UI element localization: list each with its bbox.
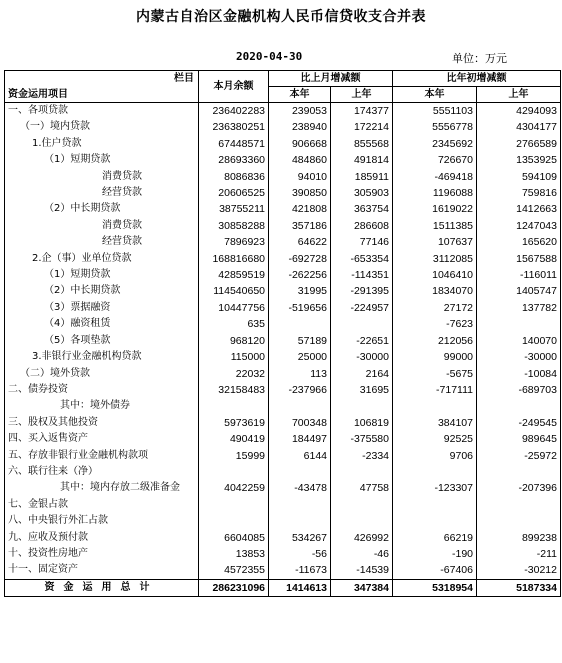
cell-mom-this-year: 484860 xyxy=(269,152,331,168)
cell-ytd-this-year: 726670 xyxy=(393,152,477,168)
cell-ytd-last-year xyxy=(477,497,561,513)
report-date: 2020-04-30 xyxy=(236,50,303,63)
cell-balance: 5973619 xyxy=(199,415,269,431)
cell-mom-this-year: 25000 xyxy=(269,349,331,365)
cell-balance: 968120 xyxy=(199,333,269,349)
row-label: 其中：境内存放二级准备金 xyxy=(5,480,199,496)
row-label: （1）短期贷款 xyxy=(5,152,199,168)
corner-header-column: 栏目 xyxy=(174,73,194,84)
cell-ytd-this-year: 66219 xyxy=(393,530,477,546)
cell-ytd-last-year: 165620 xyxy=(477,234,561,250)
cell-mom-this-year: 390850 xyxy=(269,185,331,201)
cell-mom-last-year: 31695 xyxy=(331,382,393,398)
row-label: 九、应收及预付款 xyxy=(5,530,199,546)
row-label: 二、债券投资 xyxy=(5,382,199,398)
cell-ytd-this-year: 3112085 xyxy=(393,251,477,267)
cell-ytd-last-year xyxy=(477,464,561,480)
table-row xyxy=(5,185,561,201)
corner-header-row: 资金运用项目 xyxy=(8,89,68,100)
mom-last-year-header: 上年 xyxy=(331,87,393,103)
total-label: 资金运用总计 xyxy=(5,579,199,596)
table-row xyxy=(5,136,561,152)
total-row xyxy=(5,579,561,596)
row-label: （2）中长期贷款 xyxy=(5,201,199,217)
table-row xyxy=(5,103,561,120)
cell-mom-last-year: 426992 xyxy=(331,530,393,546)
unit-label: 单位：万元 xyxy=(452,52,507,65)
cell-ytd-this-year: 212056 xyxy=(393,333,477,349)
table-row xyxy=(5,201,561,217)
table-row xyxy=(5,283,561,299)
row-label: （二）境外贷款 xyxy=(5,366,199,382)
cell-ytd-this-year: 384107 xyxy=(393,415,477,431)
cell-mom-this-year: 184497 xyxy=(269,431,331,447)
cell-mom-last-year xyxy=(331,398,393,414)
cell-balance: 490419 xyxy=(199,431,269,447)
cell-mom-last-year: -46 xyxy=(331,546,393,562)
cell-balance: 115000 xyxy=(199,349,269,365)
cell-mom-last-year: -114351 xyxy=(331,267,393,283)
row-label: 五、存放非银行业金融机构款项 xyxy=(5,448,199,464)
cell-balance: 28693360 xyxy=(199,152,269,168)
row-label: 三、股权及其他投资 xyxy=(5,415,199,431)
table-row xyxy=(5,218,561,234)
ytd-group-header: 比年初增减额 xyxy=(393,71,561,87)
cell-balance: 4572355 xyxy=(199,562,269,579)
row-label: 其中：境外债券 xyxy=(5,398,199,414)
table-row xyxy=(5,513,561,529)
cell-ytd-this-year: -717111 xyxy=(393,382,477,398)
cell-ytd-last-year: -689703 xyxy=(477,382,561,398)
cell-mom-this-year xyxy=(269,497,331,513)
cell-ytd-this-year: 1834070 xyxy=(393,283,477,299)
cell-mom-this-year: -262256 xyxy=(269,267,331,283)
cell-mom-last-year: 286608 xyxy=(331,218,393,234)
cell-mom-last-year xyxy=(331,513,393,529)
cell-ytd-last-year: -116011 xyxy=(477,267,561,283)
cell-mom-last-year: 77146 xyxy=(331,234,393,250)
cell-mom-this-year: -56 xyxy=(269,546,331,562)
row-label: 四、买入返售资产 xyxy=(5,431,199,447)
cell-balance: 114540650 xyxy=(199,283,269,299)
table-row xyxy=(5,382,561,398)
cell-ytd-last-year xyxy=(477,316,561,332)
row-label: 消费贷款 xyxy=(5,218,199,234)
cell-ytd-last-year: 989645 xyxy=(477,431,561,447)
cell-mom-last-year: 185911 xyxy=(331,169,393,185)
cell-balance: 168816680 xyxy=(199,251,269,267)
table-row xyxy=(5,300,561,316)
cell-mom-last-year: 47758 xyxy=(331,480,393,496)
cell-ytd-this-year: 1619022 xyxy=(393,201,477,217)
cell-ytd-last-year: 759816 xyxy=(477,185,561,201)
table-row xyxy=(5,366,561,382)
cell-mom-this-year: 64622 xyxy=(269,234,331,250)
cell-balance: 236380251 xyxy=(199,119,269,135)
total-ytd-last-year: 5187334 xyxy=(477,579,561,596)
total-ytd-this-year: 5318954 xyxy=(393,579,477,596)
cell-mom-last-year: 855568 xyxy=(331,136,393,152)
cell-ytd-this-year: 9706 xyxy=(393,448,477,464)
cell-ytd-last-year: -10084 xyxy=(477,366,561,382)
cell-mom-this-year: 113 xyxy=(269,366,331,382)
cell-balance: 42859519 xyxy=(199,267,269,283)
cell-mom-this-year xyxy=(269,316,331,332)
ytd-this-year-header: 本年 xyxy=(393,87,477,103)
cell-ytd-this-year: -67406 xyxy=(393,562,477,579)
report-title: 内蒙古自治区金融机构人民币信贷收支合并表 xyxy=(136,9,426,25)
cell-balance xyxy=(199,513,269,529)
cell-balance: 38755211 xyxy=(199,201,269,217)
cell-ytd-this-year: 27172 xyxy=(393,300,477,316)
cell-ytd-last-year: 137782 xyxy=(477,300,561,316)
cell-mom-this-year: -519656 xyxy=(269,300,331,316)
cell-mom-this-year: 239053 xyxy=(269,103,331,120)
cell-ytd-last-year: -25972 xyxy=(477,448,561,464)
cell-ytd-last-year: 899238 xyxy=(477,530,561,546)
cell-ytd-this-year: 1196088 xyxy=(393,185,477,201)
cell-ytd-this-year: 5556778 xyxy=(393,119,477,135)
cell-balance: 10447756 xyxy=(199,300,269,316)
cell-ytd-this-year xyxy=(393,464,477,480)
table-row xyxy=(5,415,561,431)
cell-balance: 4042259 xyxy=(199,480,269,496)
cell-balance: 30858288 xyxy=(199,218,269,234)
cell-mom-this-year: 31995 xyxy=(269,283,331,299)
table-row xyxy=(5,546,561,562)
cell-ytd-this-year: 107637 xyxy=(393,234,477,250)
cell-ytd-last-year: -30000 xyxy=(477,349,561,365)
row-label: 经营贷款 xyxy=(5,185,199,201)
cell-ytd-last-year: 1353925 xyxy=(477,152,561,168)
cell-mom-last-year: -653354 xyxy=(331,251,393,267)
cell-mom-last-year: 174377 xyxy=(331,103,393,120)
cell-mom-last-year: 305903 xyxy=(331,185,393,201)
cell-ytd-this-year xyxy=(393,513,477,529)
table-row xyxy=(5,431,561,447)
row-label: （1）短期贷款 xyxy=(5,267,199,283)
table-row xyxy=(5,398,561,414)
cell-ytd-this-year: 1511385 xyxy=(393,218,477,234)
table-row xyxy=(5,448,561,464)
cell-mom-this-year: 421808 xyxy=(269,201,331,217)
cell-mom-last-year: 172214 xyxy=(331,119,393,135)
cell-ytd-last-year xyxy=(477,398,561,414)
cell-mom-last-year xyxy=(331,316,393,332)
cell-mom-this-year xyxy=(269,513,331,529)
cell-balance xyxy=(199,497,269,513)
cell-mom-last-year: -22651 xyxy=(331,333,393,349)
cell-ytd-last-year: 4304177 xyxy=(477,119,561,135)
cell-ytd-this-year: 99000 xyxy=(393,349,477,365)
cell-ytd-last-year: -30212 xyxy=(477,562,561,579)
total-balance: 286231096 xyxy=(199,579,269,596)
cell-balance xyxy=(199,464,269,480)
cell-balance xyxy=(199,398,269,414)
cell-balance: 20606525 xyxy=(199,185,269,201)
table-row xyxy=(5,169,561,185)
cell-mom-this-year: 94010 xyxy=(269,169,331,185)
cell-ytd-this-year: -123307 xyxy=(393,480,477,496)
cell-ytd-this-year: 5551103 xyxy=(393,103,477,120)
cell-ytd-last-year: 140070 xyxy=(477,333,561,349)
cell-mom-last-year: 106819 xyxy=(331,415,393,431)
table-row xyxy=(5,464,561,480)
mom-group-header: 比上月增减额 xyxy=(269,71,393,87)
cell-balance: 22032 xyxy=(199,366,269,382)
cell-ytd-this-year: 1046410 xyxy=(393,267,477,283)
table-row xyxy=(5,349,561,365)
row-label: 2.企（事）业单位贷款 xyxy=(5,251,199,267)
table-row xyxy=(5,267,561,283)
cell-mom-this-year: 6144 xyxy=(269,448,331,464)
row-label: （一）境内贷款 xyxy=(5,119,199,135)
cell-balance: 6604085 xyxy=(199,530,269,546)
cell-mom-last-year: 491814 xyxy=(331,152,393,168)
cell-mom-last-year: 2164 xyxy=(331,366,393,382)
cell-ytd-this-year: -5675 xyxy=(393,366,477,382)
cell-mom-this-year: 57189 xyxy=(269,333,331,349)
row-label: 七、金银占款 xyxy=(5,497,199,513)
corner-header-cell xyxy=(5,71,199,103)
row-label: 八、中央银行外汇占款 xyxy=(5,513,199,529)
cell-balance: 32158483 xyxy=(199,382,269,398)
table-row xyxy=(5,497,561,513)
row-label: 3.非银行业金融机构贷款 xyxy=(5,349,199,365)
cell-balance: 7896923 xyxy=(199,234,269,250)
cell-ytd-this-year: -469418 xyxy=(393,169,477,185)
table-row xyxy=(5,251,561,267)
cell-ytd-last-year: 1247043 xyxy=(477,218,561,234)
cell-balance: 236402283 xyxy=(199,103,269,120)
cell-mom-last-year: -2334 xyxy=(331,448,393,464)
total-mom-this-year: 1414613 xyxy=(269,579,331,596)
row-label: （2）中长期贷款 xyxy=(5,283,199,299)
row-label: 经营贷款 xyxy=(5,234,199,250)
cell-mom-last-year: -14539 xyxy=(331,562,393,579)
row-label: （3）票据融资 xyxy=(5,300,199,316)
cell-mom-this-year: -11673 xyxy=(269,562,331,579)
table-row xyxy=(5,234,561,250)
cell-ytd-last-year: 4294093 xyxy=(477,103,561,120)
table-row xyxy=(5,119,561,135)
mom-this-year-header: 本年 xyxy=(269,87,331,103)
ytd-last-year-header: 上年 xyxy=(477,87,561,103)
table-row xyxy=(5,316,561,332)
cell-mom-last-year: 363754 xyxy=(331,201,393,217)
cell-ytd-this-year: -7623 xyxy=(393,316,477,332)
cell-mom-this-year: -692728 xyxy=(269,251,331,267)
cell-mom-this-year xyxy=(269,464,331,480)
row-label: 十一、固定资产 xyxy=(5,562,199,579)
cell-ytd-last-year: 1405747 xyxy=(477,283,561,299)
table-row xyxy=(5,530,561,546)
row-label: 六、联行往来（净） xyxy=(5,464,199,480)
row-label: 十、投资性房地产 xyxy=(5,546,199,562)
cell-mom-last-year xyxy=(331,464,393,480)
cell-mom-last-year xyxy=(331,497,393,513)
balance-header: 本月余额 xyxy=(199,71,269,103)
cell-ytd-this-year: 2345692 xyxy=(393,136,477,152)
table-row xyxy=(5,152,561,168)
cell-ytd-last-year xyxy=(477,513,561,529)
cell-ytd-last-year: -207396 xyxy=(477,480,561,496)
cell-balance: 8086836 xyxy=(199,169,269,185)
row-label: （4）融资租赁 xyxy=(5,316,199,332)
cell-mom-this-year xyxy=(269,398,331,414)
cell-ytd-last-year: 1567588 xyxy=(477,251,561,267)
table-row xyxy=(5,562,561,579)
cell-mom-this-year: 906668 xyxy=(269,136,331,152)
cell-mom-this-year: 357186 xyxy=(269,218,331,234)
cell-balance: 13853 xyxy=(199,546,269,562)
cell-ytd-last-year: 594109 xyxy=(477,169,561,185)
cell-ytd-last-year: 2766589 xyxy=(477,136,561,152)
cell-mom-this-year: -237966 xyxy=(269,382,331,398)
cell-mom-last-year: -291395 xyxy=(331,283,393,299)
cell-balance: 67448571 xyxy=(199,136,269,152)
cell-mom-last-year: -30000 xyxy=(331,349,393,365)
cell-ytd-this-year xyxy=(393,398,477,414)
cell-mom-this-year: 534267 xyxy=(269,530,331,546)
table-row xyxy=(5,333,561,349)
table-row xyxy=(5,480,561,496)
cell-balance: 15999 xyxy=(199,448,269,464)
cell-mom-last-year: -375580 xyxy=(331,431,393,447)
cell-ytd-this-year: -190 xyxy=(393,546,477,562)
cell-balance: 635 xyxy=(199,316,269,332)
row-label: 消费贷款 xyxy=(5,169,199,185)
total-mom-last-year: 347384 xyxy=(331,579,393,596)
cell-ytd-last-year: -249545 xyxy=(477,415,561,431)
cell-ytd-this-year xyxy=(393,497,477,513)
credit-table xyxy=(4,70,561,597)
table-body xyxy=(5,103,561,580)
cell-mom-this-year: 700348 xyxy=(269,415,331,431)
cell-mom-this-year: -43478 xyxy=(269,480,331,496)
cell-ytd-last-year: -211 xyxy=(477,546,561,562)
cell-ytd-this-year: 92525 xyxy=(393,431,477,447)
row-label: 1.住户贷款 xyxy=(5,136,199,152)
cell-ytd-last-year: 1412663 xyxy=(477,201,561,217)
cell-mom-this-year: 238940 xyxy=(269,119,331,135)
row-label: （5）各项垫款 xyxy=(5,333,199,349)
row-label: 一、各项贷款 xyxy=(5,103,199,120)
cell-mom-last-year: -224957 xyxy=(331,300,393,316)
